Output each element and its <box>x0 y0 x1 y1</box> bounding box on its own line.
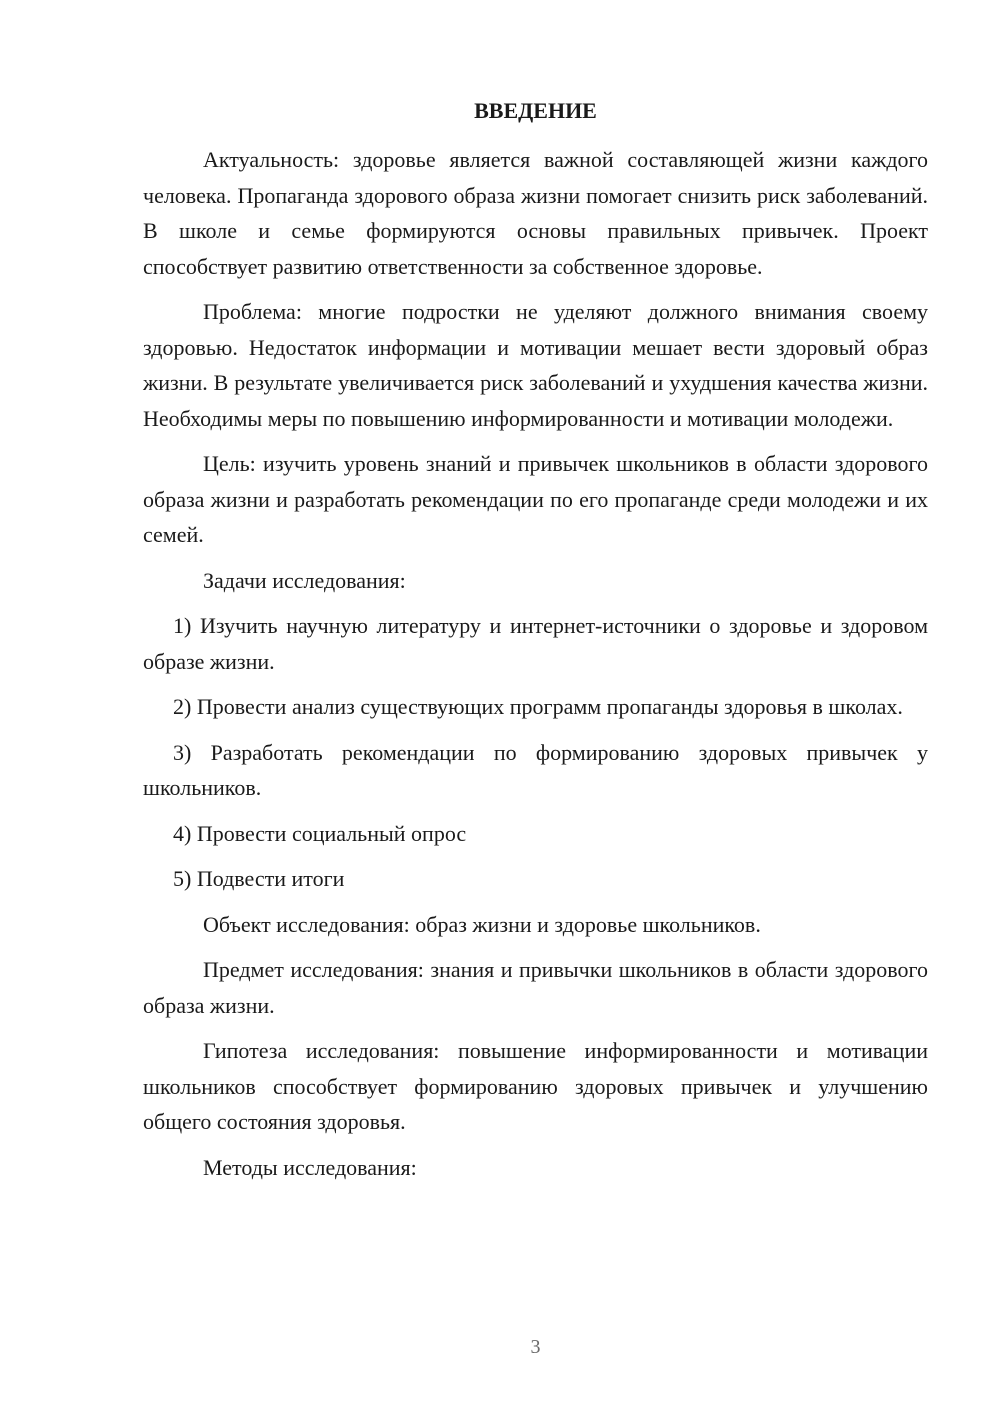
task-item: 5) Подвести итоги <box>173 866 345 891</box>
relevance-paragraph: Актуальность: здоровье является важной составляющей жизни каждого человека. Пропаганда здорового образа жизни помогает снизить риск заболеваний. В школе и семье формируются основы правильных привычек. Проект способствует развитию ответственности за собственное здоровье. <box>143 147 928 279</box>
page-number: 3 <box>530 1336 541 1358</box>
task-item: 4) Провести социальный опрос <box>173 820 467 846</box>
task-item: 2) Провести анализ существующих программ пропаганды здоровья в школах. <box>173 694 903 719</box>
task-item: 1) Изучить научную литературу и интернет-источники о здоровье и здоровом образе жизни. <box>143 613 928 674</box>
hypothesis-paragraph: Гипотеза исследования: повышение информированности и мотивации школьников способствует формированию здоровых привычек и улучшению общего состояния здоровья. <box>143 1038 928 1134</box>
tasks-title: Задачи исследования: <box>203 567 406 593</box>
task-item: 3) Разработать рекомендации по формированию здоровых привычек у школьников. <box>143 739 928 800</box>
page-heading: ВВЕДЕНИЕ <box>474 98 597 123</box>
goal-paragraph: Цель: изучить уровень знаний и привычек школьников в области здорового образа жизни и разработать рекомендации по его пропаганде среди молодежи и их семей. <box>143 451 928 547</box>
subject-paragraph: Предмет исследования: знания и привычки школьников в области здорового образа жизни. <box>143 957 928 1018</box>
methods-paragraph: Методы исследования: <box>203 1154 417 1180</box>
object-paragraph: Объект исследования: образ жизни и здоровье школьников. <box>203 911 761 937</box>
document-body <box>143 142 928 1195</box>
problem-paragraph: Проблема: многие подростки не уделяют должного внимания своему здоровью. Недостаток информации и мотивации мешает вести здоровый образ жизни. В результате увеличивается риск заболеваний и ухудшения качества жизни. Необходимы меры по повышению информированности и мотивации молодежи. <box>143 299 928 431</box>
